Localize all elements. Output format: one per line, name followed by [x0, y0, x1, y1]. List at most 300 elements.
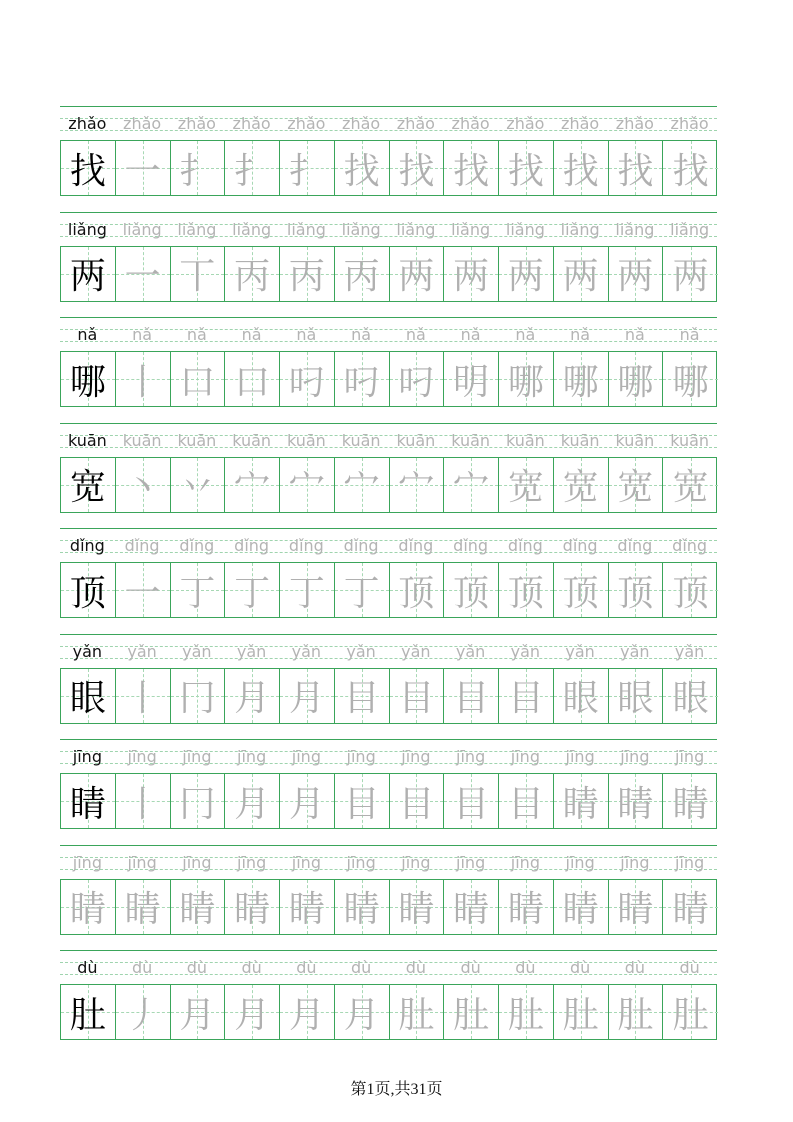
writing-cell: [444, 458, 499, 512]
trace-character: 睛: [672, 889, 709, 930]
trace-character: 丨: [124, 783, 161, 825]
writing-cell: [335, 880, 390, 934]
writing-cell: [335, 774, 390, 828]
pinyin-trace: nǎ: [570, 325, 591, 344]
writing-cell: [390, 985, 445, 1039]
pinyin-band: [60, 950, 717, 984]
writing-cell: [335, 141, 390, 195]
pinyin-model: nǎ: [77, 325, 98, 344]
trace-character: 月: [343, 994, 380, 1036]
trace-character: 月: [288, 678, 325, 719]
writing-cell: [225, 458, 280, 512]
pinyin-trace: dǐng: [179, 536, 215, 555]
model-character: 找: [69, 150, 106, 192]
practice-row: [60, 950, 717, 1056]
writing-cell: [171, 141, 226, 195]
model-character: 肚: [69, 994, 106, 1036]
tian-grid-row: [60, 668, 717, 724]
trace-character: 眼: [617, 678, 654, 719]
trace-character: 宀: [398, 467, 435, 508]
writing-cell: [61, 563, 116, 617]
pinyin-trace: jīng: [456, 852, 486, 872]
tian-grid-row: [60, 246, 717, 302]
trace-character: 哪: [507, 361, 544, 403]
trace-character: 找: [617, 150, 654, 192]
pinyin-trace: jīng: [510, 852, 540, 872]
trace-character: 宽: [672, 467, 709, 508]
writing-cell: [609, 141, 664, 195]
trace-character: 睛: [398, 889, 435, 930]
trace-character: 两: [562, 256, 599, 297]
writing-cell: [280, 669, 335, 723]
writing-cell: [499, 458, 554, 512]
writing-cell: [609, 247, 664, 301]
practice-row: [60, 106, 717, 212]
trace-character: 睛: [617, 783, 654, 825]
pinyin-trace: jīng: [401, 852, 431, 872]
pinyin-trace: nǎ: [241, 325, 262, 344]
writing-cell: [116, 563, 171, 617]
writing-cell: [663, 669, 718, 723]
pinyin-trace: liǎng: [451, 219, 491, 239]
pinyin-trace: dǐng: [124, 536, 160, 555]
pinyin-trace: jīng: [237, 852, 267, 872]
trace-character: 顶: [562, 572, 599, 614]
trace-character: 睛: [288, 889, 325, 930]
writing-cell: [225, 774, 280, 828]
writing-cell: [499, 880, 554, 934]
pinyin-trace: yǎn: [565, 641, 595, 661]
pinyin-trace: jīng: [127, 747, 157, 766]
pinyin-trace: zhǎo: [451, 114, 490, 133]
pinyin-band: [60, 528, 717, 562]
trace-character: 口: [179, 361, 216, 403]
trace-character: 肚: [672, 994, 709, 1036]
trace-character: 哪: [672, 361, 709, 403]
trace-character: 目: [398, 783, 435, 825]
trace-character: 睛: [507, 889, 544, 930]
pinyin-trace: jīng: [675, 852, 705, 872]
pinyin-trace: jīng: [456, 747, 486, 766]
writing-cell: [280, 141, 335, 195]
pinyin-trace: jīng: [620, 747, 650, 766]
writing-cell: [335, 247, 390, 301]
writing-cell: [171, 352, 226, 406]
pinyin-trace: kuān: [396, 430, 436, 450]
trace-character: 顶: [507, 572, 544, 614]
writing-cell: [171, 669, 226, 723]
pinyin-trace: jīng: [565, 852, 595, 872]
practice-row: [60, 317, 717, 423]
pinyin-trace: zhǎo: [177, 114, 216, 133]
trace-character: 找: [507, 150, 544, 192]
writing-cell: [116, 774, 171, 828]
pinyin-trace: jīng: [237, 747, 267, 766]
trace-character: 两: [672, 256, 709, 297]
writing-cell: [225, 352, 280, 406]
pinyin-trace: zhǎo: [232, 114, 271, 133]
trace-character: 丁: [343, 572, 380, 614]
tian-grid-row: [60, 984, 717, 1040]
pinyin-trace: zhǎo: [287, 114, 326, 133]
pinyin-band: [60, 423, 717, 457]
trace-character: 扌: [179, 150, 216, 192]
writing-cell: [663, 774, 718, 828]
tian-grid-row: [60, 773, 717, 829]
pinyin-trace: liǎng: [670, 219, 710, 239]
writing-cell: [554, 141, 609, 195]
tian-grid-row: [60, 140, 717, 196]
trace-character: 顶: [398, 572, 435, 614]
writing-cell: [280, 774, 335, 828]
writing-cell: [663, 880, 718, 934]
writing-cell: [554, 458, 609, 512]
writing-cell: [171, 458, 226, 512]
writing-cell: [609, 880, 664, 934]
pinyin-trace: liǎng: [177, 219, 217, 239]
pinyin-band: [60, 634, 717, 668]
trace-character: 丿: [124, 994, 161, 1036]
pinyin-trace: dù: [515, 958, 536, 977]
writing-cell: [335, 352, 390, 406]
pinyin-trace: dù: [241, 958, 262, 977]
trace-character: 丁: [179, 572, 216, 614]
trace-character: 肚: [507, 994, 544, 1036]
pinyin-trace: yǎn: [401, 641, 431, 661]
trace-character: 丁: [234, 572, 271, 614]
writing-cell: [499, 141, 554, 195]
trace-character: 肚: [453, 994, 490, 1036]
model-character: 宽: [69, 467, 106, 508]
writing-cell: [171, 880, 226, 934]
writing-cell: [390, 247, 445, 301]
trace-character: 找: [672, 150, 709, 192]
practice-row: [60, 212, 717, 318]
writing-cell: [225, 141, 280, 195]
writing-cell: [225, 669, 280, 723]
writing-cell: [116, 352, 171, 406]
trace-character: 宽: [507, 467, 544, 508]
pinyin-trace: liǎng: [615, 219, 655, 239]
pinyin-band: [60, 845, 717, 879]
trace-character: 目: [507, 783, 544, 825]
trace-character: 月: [288, 783, 325, 825]
pinyin-trace: kuān: [505, 430, 545, 450]
writing-cell: [499, 563, 554, 617]
trace-character: 眼: [562, 678, 599, 719]
writing-cell: [116, 141, 171, 195]
pinyin-trace: kuān: [615, 430, 655, 450]
trace-character: 睛: [234, 889, 271, 930]
pinyin-trace: yǎn: [674, 641, 705, 661]
pinyin-trace: nǎ: [296, 325, 317, 344]
pinyin-band: [60, 317, 717, 351]
writing-cell: [335, 563, 390, 617]
pinyin-trace: zhǎo: [342, 114, 381, 133]
writing-cell: [663, 985, 718, 1039]
writing-cell: [609, 458, 664, 512]
writing-cell: [499, 985, 554, 1039]
trace-character: 一: [124, 256, 161, 297]
pinyin-trace: dù: [460, 958, 481, 977]
tian-grid-row: [60, 879, 717, 935]
trace-character: 找: [398, 150, 435, 192]
pinyin-trace: kuān: [177, 430, 217, 450]
trace-character: 宀: [343, 467, 380, 508]
practice-row: [60, 739, 717, 845]
pinyin-trace: yǎn: [127, 641, 157, 661]
pinyin-trace: yǎn: [291, 641, 322, 661]
model-character: 哪: [69, 361, 106, 403]
tian-grid-row: [60, 562, 717, 618]
trace-character: 口: [234, 361, 271, 403]
pinyin-trace: zhǎo: [561, 114, 600, 133]
pinyin-trace: dǐng: [617, 536, 653, 555]
trace-character: 哪: [617, 361, 654, 403]
writing-cell: [390, 141, 445, 195]
pinyin-trace: dù: [405, 958, 427, 977]
writing-cell: [335, 458, 390, 512]
writing-cell: [444, 774, 499, 828]
tian-grid-row: [60, 457, 717, 513]
trace-character: 月: [234, 994, 271, 1036]
pinyin-trace: dù: [131, 958, 153, 977]
writing-cell: [280, 985, 335, 1039]
pinyin-trace: nǎ: [679, 325, 700, 344]
pinyin-trace: yǎn: [510, 641, 541, 661]
trace-character: 睛: [124, 889, 161, 930]
pinyin-trace: jīng: [291, 852, 321, 872]
trace-character: 丷: [179, 467, 216, 508]
writing-cell: [444, 985, 499, 1039]
writing-cell: [444, 352, 499, 406]
trace-character: 顶: [453, 572, 490, 614]
pinyin-trace: kuān: [451, 430, 491, 450]
pinyin-trace: yǎn: [346, 641, 376, 661]
writing-cell: [554, 247, 609, 301]
writing-cell: [663, 563, 718, 617]
model-character: 眼: [69, 678, 106, 719]
pinyin-trace: zhǎo: [123, 114, 162, 133]
pinyin-band: [60, 106, 717, 140]
pinyin-trace: jīng: [346, 852, 376, 872]
writing-cell: [663, 458, 718, 512]
trace-character: 宽: [562, 467, 599, 508]
pinyin-trace: jīng: [620, 852, 650, 872]
trace-character: 扌: [234, 150, 271, 192]
trace-character: 宀: [453, 467, 490, 508]
pinyin-trace: dù: [296, 958, 317, 977]
writing-cell: [390, 563, 445, 617]
writing-cell: [609, 352, 664, 406]
pinyin-trace: liǎng: [122, 219, 162, 239]
writing-cell: [663, 352, 718, 406]
pinyin-trace: liǎng: [341, 219, 381, 239]
pinyin-trace: dù: [569, 958, 591, 977]
writing-cell: [663, 141, 718, 195]
writing-cell: [444, 669, 499, 723]
trace-character: 睛: [562, 889, 599, 930]
trace-character: 月: [179, 994, 216, 1036]
trace-character: 顶: [672, 572, 709, 614]
writing-cell: [116, 247, 171, 301]
pinyin-trace: dǐng: [398, 536, 434, 555]
writing-cell: [225, 985, 280, 1039]
trace-character: 睛: [562, 783, 599, 825]
trace-character: 目: [398, 678, 435, 719]
writing-cell: [390, 880, 445, 934]
pinyin-trace: nǎ: [515, 325, 536, 344]
pinyin-trace: yǎn: [620, 641, 650, 661]
trace-character: 两: [507, 256, 544, 297]
writing-cell: [280, 458, 335, 512]
writing-cell: [444, 880, 499, 934]
trace-character: 叼: [398, 361, 435, 403]
writing-cell: [280, 247, 335, 301]
trace-character: 两: [453, 256, 490, 297]
trace-character: 丙: [234, 256, 271, 297]
pinyin-trace: zhǎo: [506, 114, 545, 133]
writing-cell: [61, 352, 116, 406]
writing-cell: [171, 563, 226, 617]
pinyin-trace: nǎ: [405, 325, 426, 344]
writing-cell: [499, 247, 554, 301]
trace-character: 睛: [69, 889, 106, 930]
writing-cell: [499, 352, 554, 406]
pinyin-trace: liǎng: [232, 219, 272, 239]
trace-character: 目: [453, 678, 490, 719]
pinyin-trace: jīng: [401, 747, 431, 766]
trace-character: 月: [234, 678, 271, 719]
tian-grid-row: [60, 351, 717, 407]
trace-character: 宽: [617, 467, 654, 508]
writing-cell: [171, 247, 226, 301]
trace-character: 两: [398, 256, 435, 297]
writing-cell: [171, 774, 226, 828]
writing-cell: [61, 458, 116, 512]
writing-cell: [116, 880, 171, 934]
writing-cell: [554, 669, 609, 723]
trace-character: 目: [453, 783, 490, 825]
writing-cell: [335, 985, 390, 1039]
writing-cell: [280, 352, 335, 406]
writing-cell: [554, 352, 609, 406]
pinyin-trace: kuān: [341, 430, 381, 450]
practice-sheet: [60, 106, 717, 1056]
writing-cell: [390, 352, 445, 406]
pinyin-trace: dǐng: [453, 536, 489, 555]
pinyin-band: [60, 739, 717, 773]
pinyin-trace: yǎn: [182, 641, 212, 661]
trace-character: 睛: [343, 889, 380, 930]
pinyin-trace: kuān: [232, 430, 272, 450]
trace-character: 叼: [343, 361, 380, 403]
trace-character: 丙: [288, 256, 325, 297]
trace-character: 哪: [562, 361, 599, 403]
pinyin-trace: dù: [624, 958, 646, 977]
trace-character: 丶: [124, 467, 161, 508]
pinyin-trace: jīng: [291, 747, 321, 766]
writing-cell: [61, 669, 116, 723]
pinyin-trace: liǎng: [560, 219, 600, 239]
pinyin-trace: liǎng: [396, 219, 436, 239]
pinyin-trace: zhǎo: [396, 114, 435, 133]
pinyin-trace: nǎ: [351, 325, 372, 344]
writing-cell: [280, 563, 335, 617]
pinyin-model: kuān: [67, 430, 107, 450]
trace-character: 睛: [453, 889, 490, 930]
trace-character: 目: [507, 678, 544, 719]
pinyin-trace: kuān: [122, 430, 162, 450]
pinyin-trace: jīng: [510, 747, 540, 766]
pinyin-trace: jīng: [72, 852, 102, 872]
pinyin-trace: dǐng: [288, 536, 324, 555]
writing-cell: [61, 880, 116, 934]
trace-character: 肚: [617, 994, 654, 1036]
writing-cell: [444, 563, 499, 617]
writing-cell: [499, 774, 554, 828]
trace-character: 明: [453, 361, 490, 403]
trace-character: 丁: [288, 572, 325, 614]
pinyin-trace: nǎ: [624, 325, 645, 344]
writing-cell: [61, 985, 116, 1039]
pinyin-trace: liǎng: [286, 219, 326, 239]
pinyin-trace: dǐng: [672, 536, 708, 555]
writing-cell: [390, 458, 445, 512]
writing-cell: [663, 247, 718, 301]
writing-cell: [609, 985, 664, 1039]
trace-character: 一: [124, 150, 161, 192]
model-character: 两: [69, 256, 106, 297]
trace-character: 冂: [179, 678, 216, 719]
pinyin-trace: nǎ: [460, 325, 481, 344]
writing-cell: [61, 247, 116, 301]
practice-row: [60, 845, 717, 951]
practice-row: [60, 423, 717, 529]
writing-cell: [554, 985, 609, 1039]
pinyin-model: dǐng: [69, 536, 105, 555]
trace-character: 睛: [617, 889, 654, 930]
trace-character: 目: [343, 783, 380, 825]
writing-cell: [554, 880, 609, 934]
pinyin-trace: jīng: [565, 747, 595, 766]
writing-cell: [444, 247, 499, 301]
writing-cell: [554, 774, 609, 828]
trace-character: 两: [617, 256, 654, 297]
trace-character: 丨: [124, 361, 161, 403]
pinyin-model: zhǎo: [68, 114, 107, 133]
trace-character: 月: [234, 783, 271, 825]
pinyin-trace: dǐng: [562, 536, 598, 555]
trace-character: 找: [343, 150, 380, 192]
pinyin-trace: nǎ: [132, 325, 153, 344]
pinyin-model: yǎn: [72, 641, 103, 661]
writing-cell: [280, 880, 335, 934]
trace-character: 扌: [288, 150, 325, 192]
writing-cell: [609, 563, 664, 617]
writing-cell: [390, 774, 445, 828]
pinyin-trace: dǐng: [234, 536, 270, 555]
trace-character: 丅: [179, 256, 216, 297]
pinyin-trace: kuān: [286, 430, 326, 450]
pinyin-trace: dù: [350, 958, 372, 977]
trace-character: 肚: [562, 994, 599, 1036]
practice-row: [60, 528, 717, 634]
writing-cell: [609, 774, 664, 828]
pinyin-trace: zhǎo: [615, 114, 654, 133]
writing-cell: [554, 563, 609, 617]
writing-cell: [116, 985, 171, 1039]
